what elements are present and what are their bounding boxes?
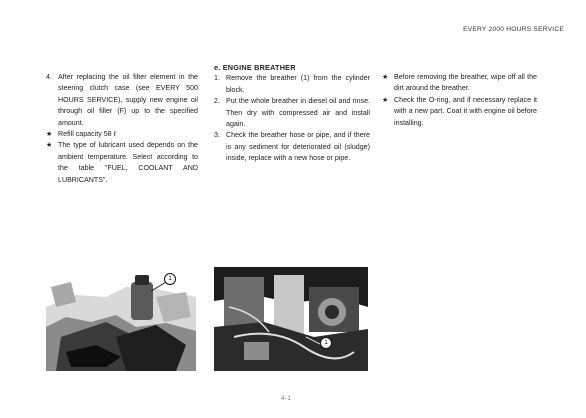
breather-illustration (214, 267, 368, 371)
note-item (46, 129, 198, 140)
note-item (46, 140, 198, 186)
star-icon: ★ (382, 95, 389, 104)
step-number: 2. (214, 97, 220, 106)
step-item (214, 96, 370, 130)
step-item (46, 72, 198, 129)
step-text: Check the breather hose or pipe, and if there is any sediment for deteriorated oil (sludge) inside, replace with a new hose or pipe. (226, 131, 370, 163)
page-header: EVERY 2000 HOURS SERVICE (463, 26, 564, 33)
column-right (382, 72, 537, 129)
section-heading: e. ENGINE BREATHER (214, 63, 296, 72)
step-item (214, 130, 370, 164)
step-number: 3. (214, 131, 220, 140)
star-icon: ★ (46, 141, 53, 150)
oil-filler-photo (46, 267, 196, 371)
breather-photo (214, 267, 368, 371)
step-text: After replacing the oil filter element in the steering clutch case (see EVERY 500 HOURS SERVICE), supply new engine oil through oil filler (F) up to the specified amount. (58, 73, 198, 127)
note-text: Before removing the breather, wipe off all the dirt around the breather. (394, 73, 537, 93)
note-text: The type of lubricant used depends on the ambient temperature. Select according to the table "FUEL, COOLANT AND LUBRICANTS". (58, 141, 198, 184)
callout-label: 1 (320, 337, 332, 349)
star-icon: ★ (382, 73, 389, 81)
step-number: 4. (46, 73, 52, 81)
column-middle (214, 62, 370, 165)
callout-label: 1 (164, 273, 176, 285)
note-text: Refill capacity 58 ℓ (58, 130, 116, 139)
step-number: 1. (214, 74, 220, 83)
step-text: Put the whole breather in diesel oil and rinse. Then dry with compressed air and install again. (226, 97, 370, 129)
star-icon: ★ (46, 130, 53, 139)
step-text: Remove the breather (1) from the cylinder block. (226, 74, 370, 94)
note-text: Check the O-ring, and if necessary replace it with a new part. Coat it with engine oil before installing. (394, 95, 537, 127)
column-left (46, 72, 198, 186)
note-item (382, 95, 537, 129)
page-number: 4-1 (281, 396, 292, 402)
note-item (382, 72, 537, 95)
step-item (214, 73, 370, 96)
